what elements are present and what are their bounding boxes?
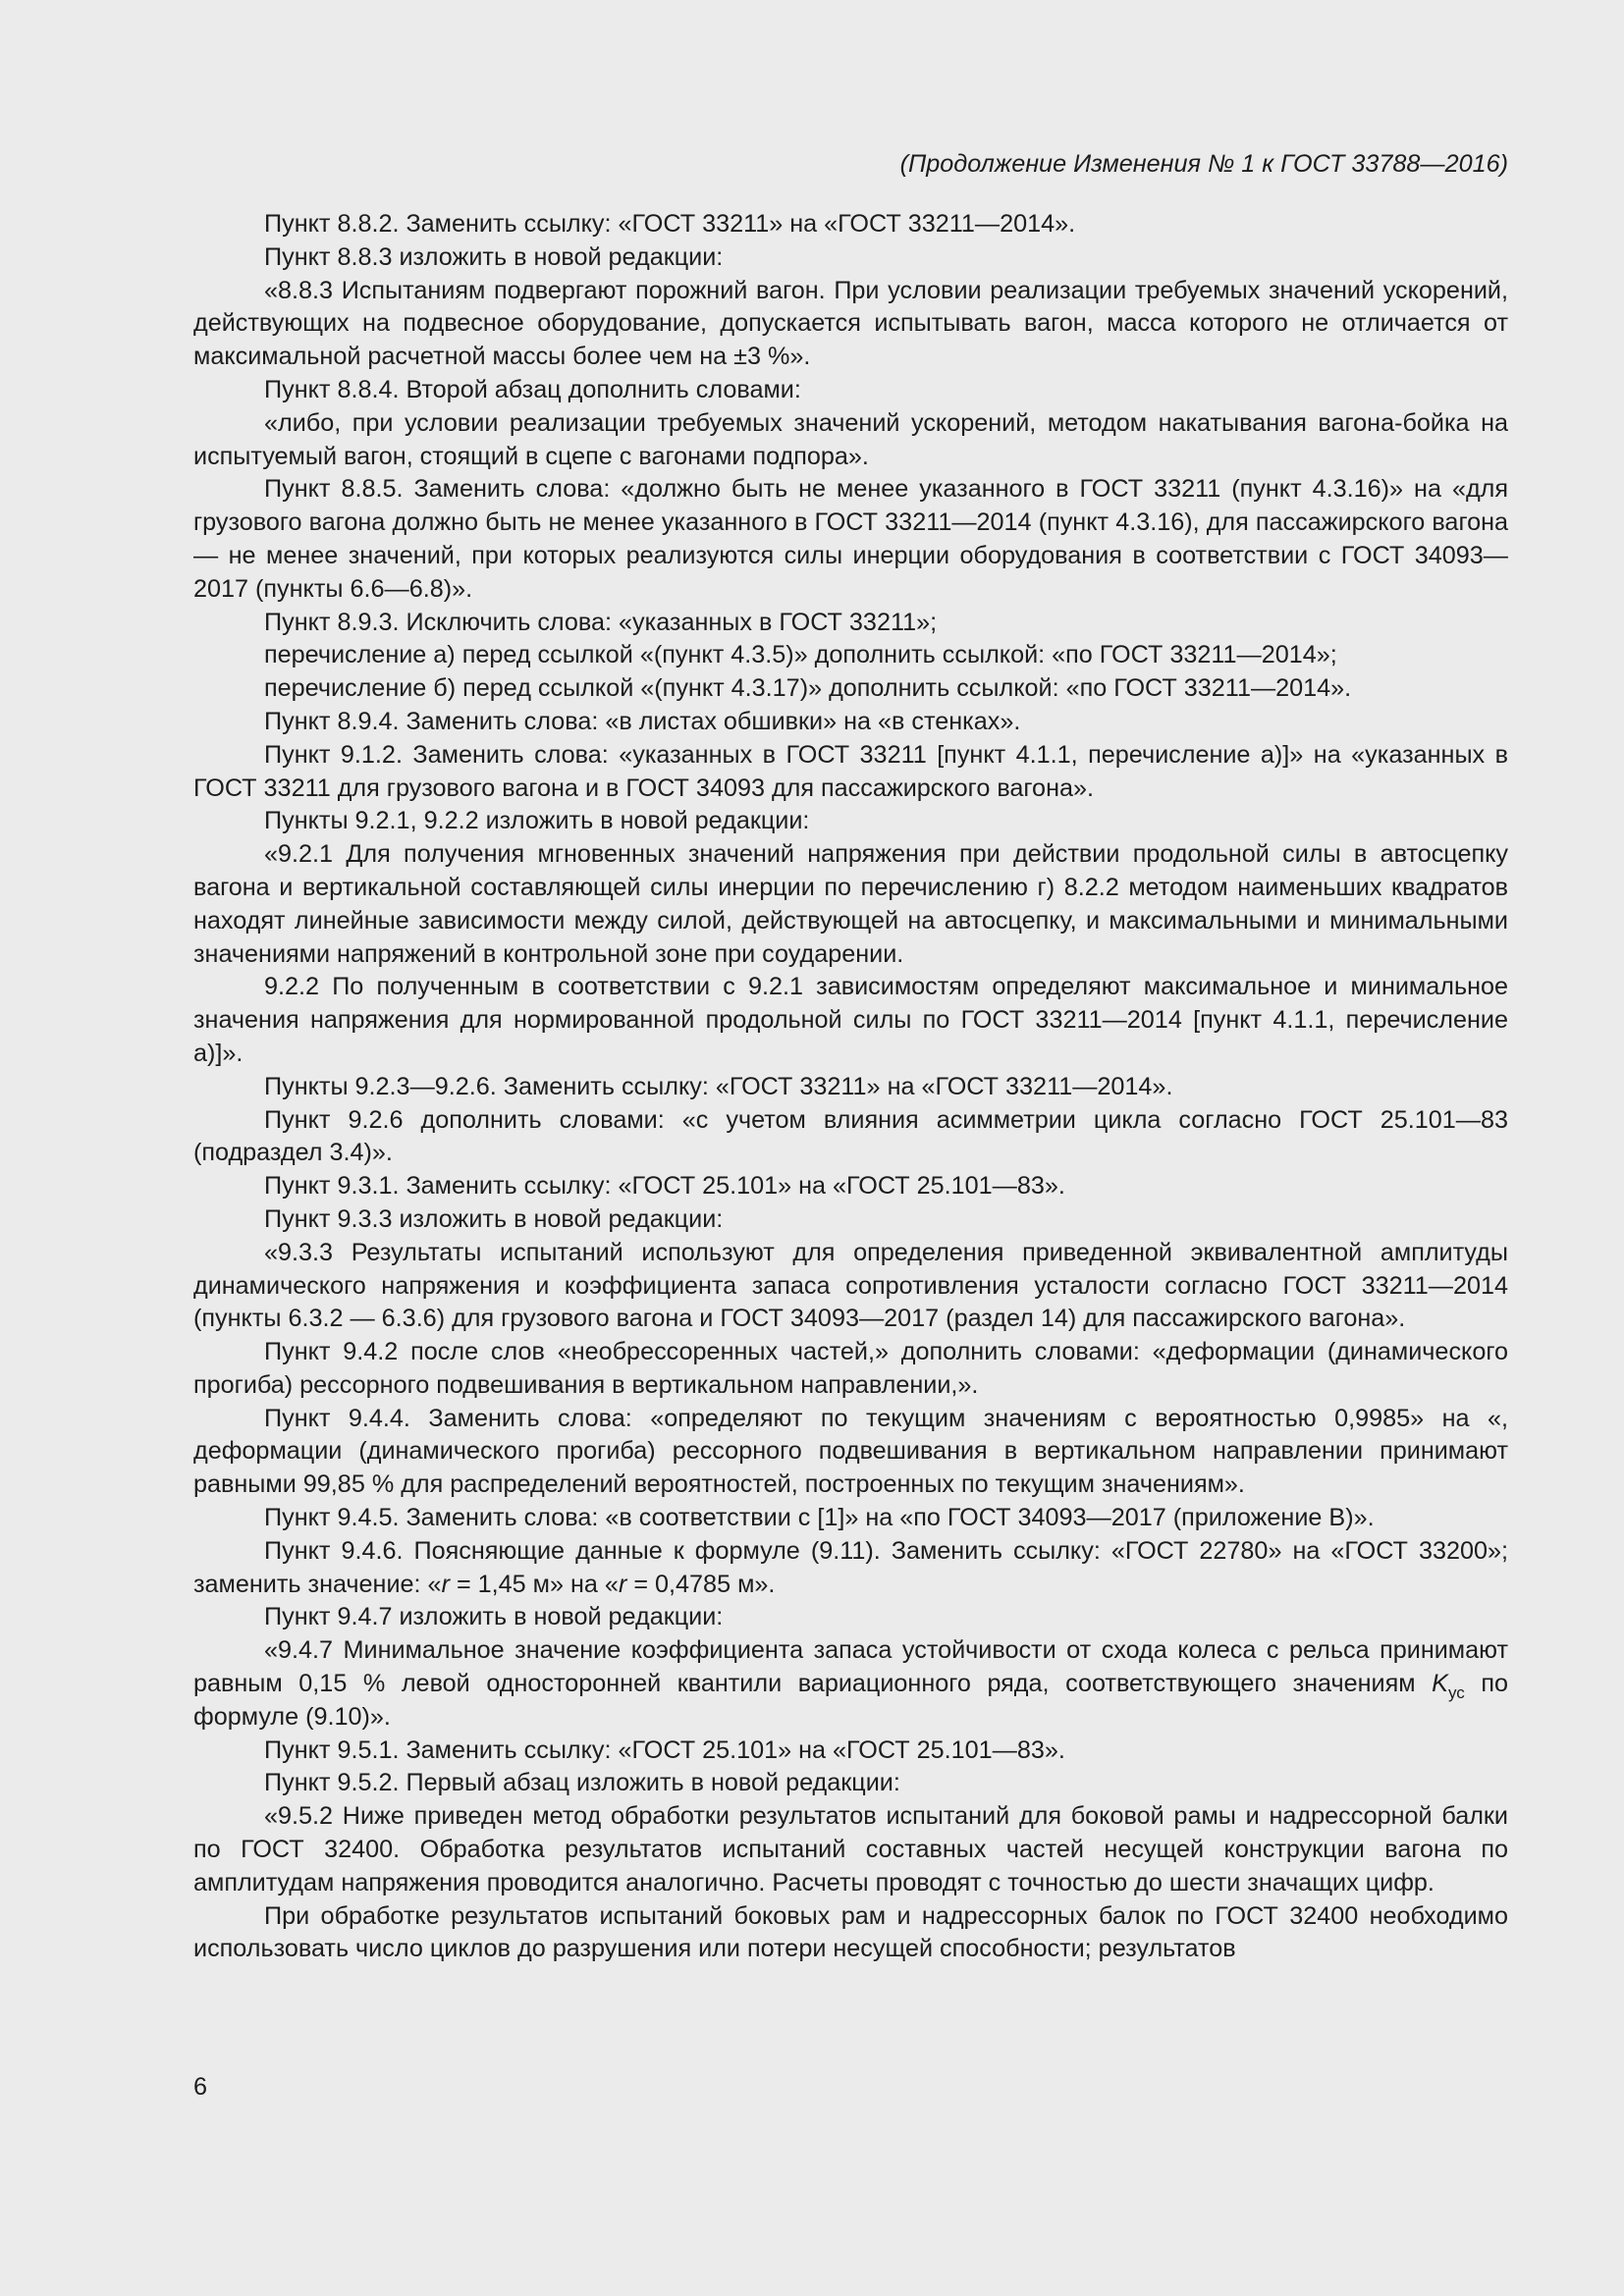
paragraph: перечисление а) перед ссылкой «(пункт 4.3.5)» дополнить ссылкой: «по ГОСТ 33211—2014»; (264, 641, 1337, 669)
paragraph: Пункт 8.8.5. Заменить слова: «должно быть не менее указанного в ГОСТ 33211 (пункт 4.3.16)» на «для грузового вагона должно быть не менее указанного в ГОСТ 33211—2014 (пункт 4.3.16), для пассажирского вагона — не менее значений, при которых реализуются силы инерции оборудования в соответствии с ГОСТ 34093—2017 (пункты 6.6—6.8)». (193, 475, 1508, 603)
paragraph: Пункт 9.3.1. Заменить ссылку: «ГОСТ 25.101» на «ГОСТ 25.101—83». (264, 1172, 1065, 1201)
variable-r: r (618, 1570, 627, 1598)
paragraph: Пункты 9.2.1, 9.2.2 изложить в новой редакции: (264, 807, 810, 835)
paragraph-text: = 0,4785 м». (626, 1570, 776, 1598)
paragraph: Пункт 9.2.6 дополнить словами: «с учетом влияния асимметрии цикла согласно ГОСТ 25.101—83 (подраздел 3.4)». (193, 1105, 1508, 1167)
paragraph-text: Пункт 9.4.6. Поясняющие данные к формуле (9.11). Заменить ссылку: «ГОСТ 22780» на «ГОСТ 33200»; заменить значение: « (193, 1536, 1508, 1598)
paragraph: Пункт 9.4.5. Заменить слова: «в соответствии с [1]» на «по ГОСТ 34093—2017 (приложение В)». (264, 1504, 1375, 1532)
paragraph: «9.5.2 Ниже приведен метод обработки результатов испытаний для боковой рамы и надрессорной балки по ГОСТ 32400. Обработка результатов испытаний составных частей несущей конструкции вагона по амплитудам напряжения проводится аналогично. Расчеты проводят с точностью до шести значащих цифр. (193, 1802, 1508, 1896)
paragraph: «9.3.3 Результаты испытаний используют для определения приведенной эквивалентной амплитуды динамического напряжения и коэффициента запаса сопротивления усталости согласно ГОСТ 33211—2014 (пункты 6.3.2 — 6.3.6) для грузового вагона и ГОСТ 34093—2017 (раздел 14) для пассажирского вагона». (193, 1238, 1508, 1333)
paragraph: При обработке результатов испытаний боковых рам и надрессорных балок по ГОСТ 32400 необходимо использовать число циклов до разрушения или потери несущей способности; результатов (193, 1901, 1508, 1963)
paragraph: Пункт 8.8.2. Заменить ссылку: «ГОСТ 33211» на «ГОСТ 33211—2014». (264, 210, 1076, 238)
paragraph: Пункт 9.5.2. Первый абзац изложить в новой редакции: (264, 1769, 900, 1797)
variable-subscript: ус (1447, 1683, 1465, 1703)
paragraph: Пункты 9.2.3—9.2.6. Заменить ссылку: «ГОСТ 33211» на «ГОСТ 33211—2014». (264, 1072, 1173, 1100)
variable-k: K (1432, 1670, 1448, 1698)
paragraph-text: по формуле (9.10)». (193, 1670, 1508, 1731)
paragraph: Пункт 8.9.3. Исключить слова: «указанных в ГОСТ 33211»; (264, 608, 938, 636)
paragraph: Пункт 9.3.3 изложить в новой редакции: (264, 1204, 724, 1233)
paragraph: перечисление б) перед ссылкой «(пункт 4.3.17)» дополнить ссылкой: «по ГОСТ 33211—2014». (264, 674, 1352, 703)
paragraph-text: «9.4.7 Минимальное значение коэффициента запаса устойчивости от схода колеса с рельса принимают равным 0,15 % левой односторонней квантили вариационного ряда, соответствующего значениям (193, 1636, 1508, 1698)
paragraph: Пункт 9.5.1. Заменить ссылку: «ГОСТ 25.101» на «ГОСТ 25.101—83». (264, 1735, 1065, 1764)
paragraph (193, 1634, 1508, 1734)
paragraph: Пункт 9.4.4. Заменить слова: «определяют по текущим значениям с вероятностью 0,9985» на «, деформации (динамического прогиба) рессорного подвешивания в вертикальном направлении принимают равными 99,85 % для распределений вероятностей, построенных по текущим значениям». (193, 1404, 1508, 1499)
paragraph: Пункт 8.8.3 изложить в новой редакции: (264, 242, 724, 271)
variable-r: r (441, 1570, 450, 1598)
document-body (193, 208, 1508, 1966)
paragraph: 9.2.2 По полученным в соответствии с 9.2.1 зависимостям определяют максимальное и минимальное значения напряжения для нормированной продольной силы по ГОСТ 33211—2014 [пункт 4.1.1, перечисление а)]». (193, 973, 1508, 1067)
paragraph: Пункт 9.4.7 изложить в новой редакции: (264, 1603, 724, 1631)
paragraph (193, 1535, 1508, 1602)
paragraph: Пункт 8.9.4. Заменить слова: «в листах обшивки» на «в стенках». (264, 707, 1021, 735)
paragraph: Пункт 9.4.2 после слов «необрессоренных частей,» дополнить словами: «деформации (динамического прогиба) рессорного подвешивания в вертикальном направлении,». (193, 1338, 1508, 1399)
paragraph: Пункт 8.8.4. Второй абзац дополнить словами: (264, 375, 801, 403)
page-header: (Продолжение Изменения № 1 к ГОСТ 33788—2016) (899, 150, 1508, 178)
paragraph-text: = 1,45 м» на « (449, 1570, 619, 1598)
paragraph: Пункт 9.1.2. Заменить слова: «указанных в ГОСТ 33211 [пункт 4.1.1, перечисление а)]» на «указанных в ГОСТ 33211 для грузового вагона и в ГОСТ 34093 для пассажирского вагона». (193, 740, 1508, 802)
paragraph: «9.2.1 Для получения мгновенных значений напряжения при действии продольной силы в автосцепку вагона и вертикальной составляющей силы инерции по перечислению г) 8.2.2 методом наименьших квадратов находят линейные зависимости между силой, действующей на автосцепку, и максимальными и минимальными значениями напряжений в контрольной зоне при соударении. (193, 840, 1508, 968)
paragraph: «8.8.3 Испытаниям подвергают порожний вагон. При условии реализации требуемых значений ускорений, действующих на подвесное оборудование, допускается испытывать вагон, масса которого не отличается от максимальной расчетной массы более чем на ±3 %». (193, 276, 1508, 371)
page-number: 6 (193, 2073, 208, 2101)
paragraph: «либо, при условии реализации требуемых значений ускорений, методом накатывания вагона-бойка на испытуемый вагон, стоящий в сцепе с вагонами подпора». (193, 408, 1508, 470)
